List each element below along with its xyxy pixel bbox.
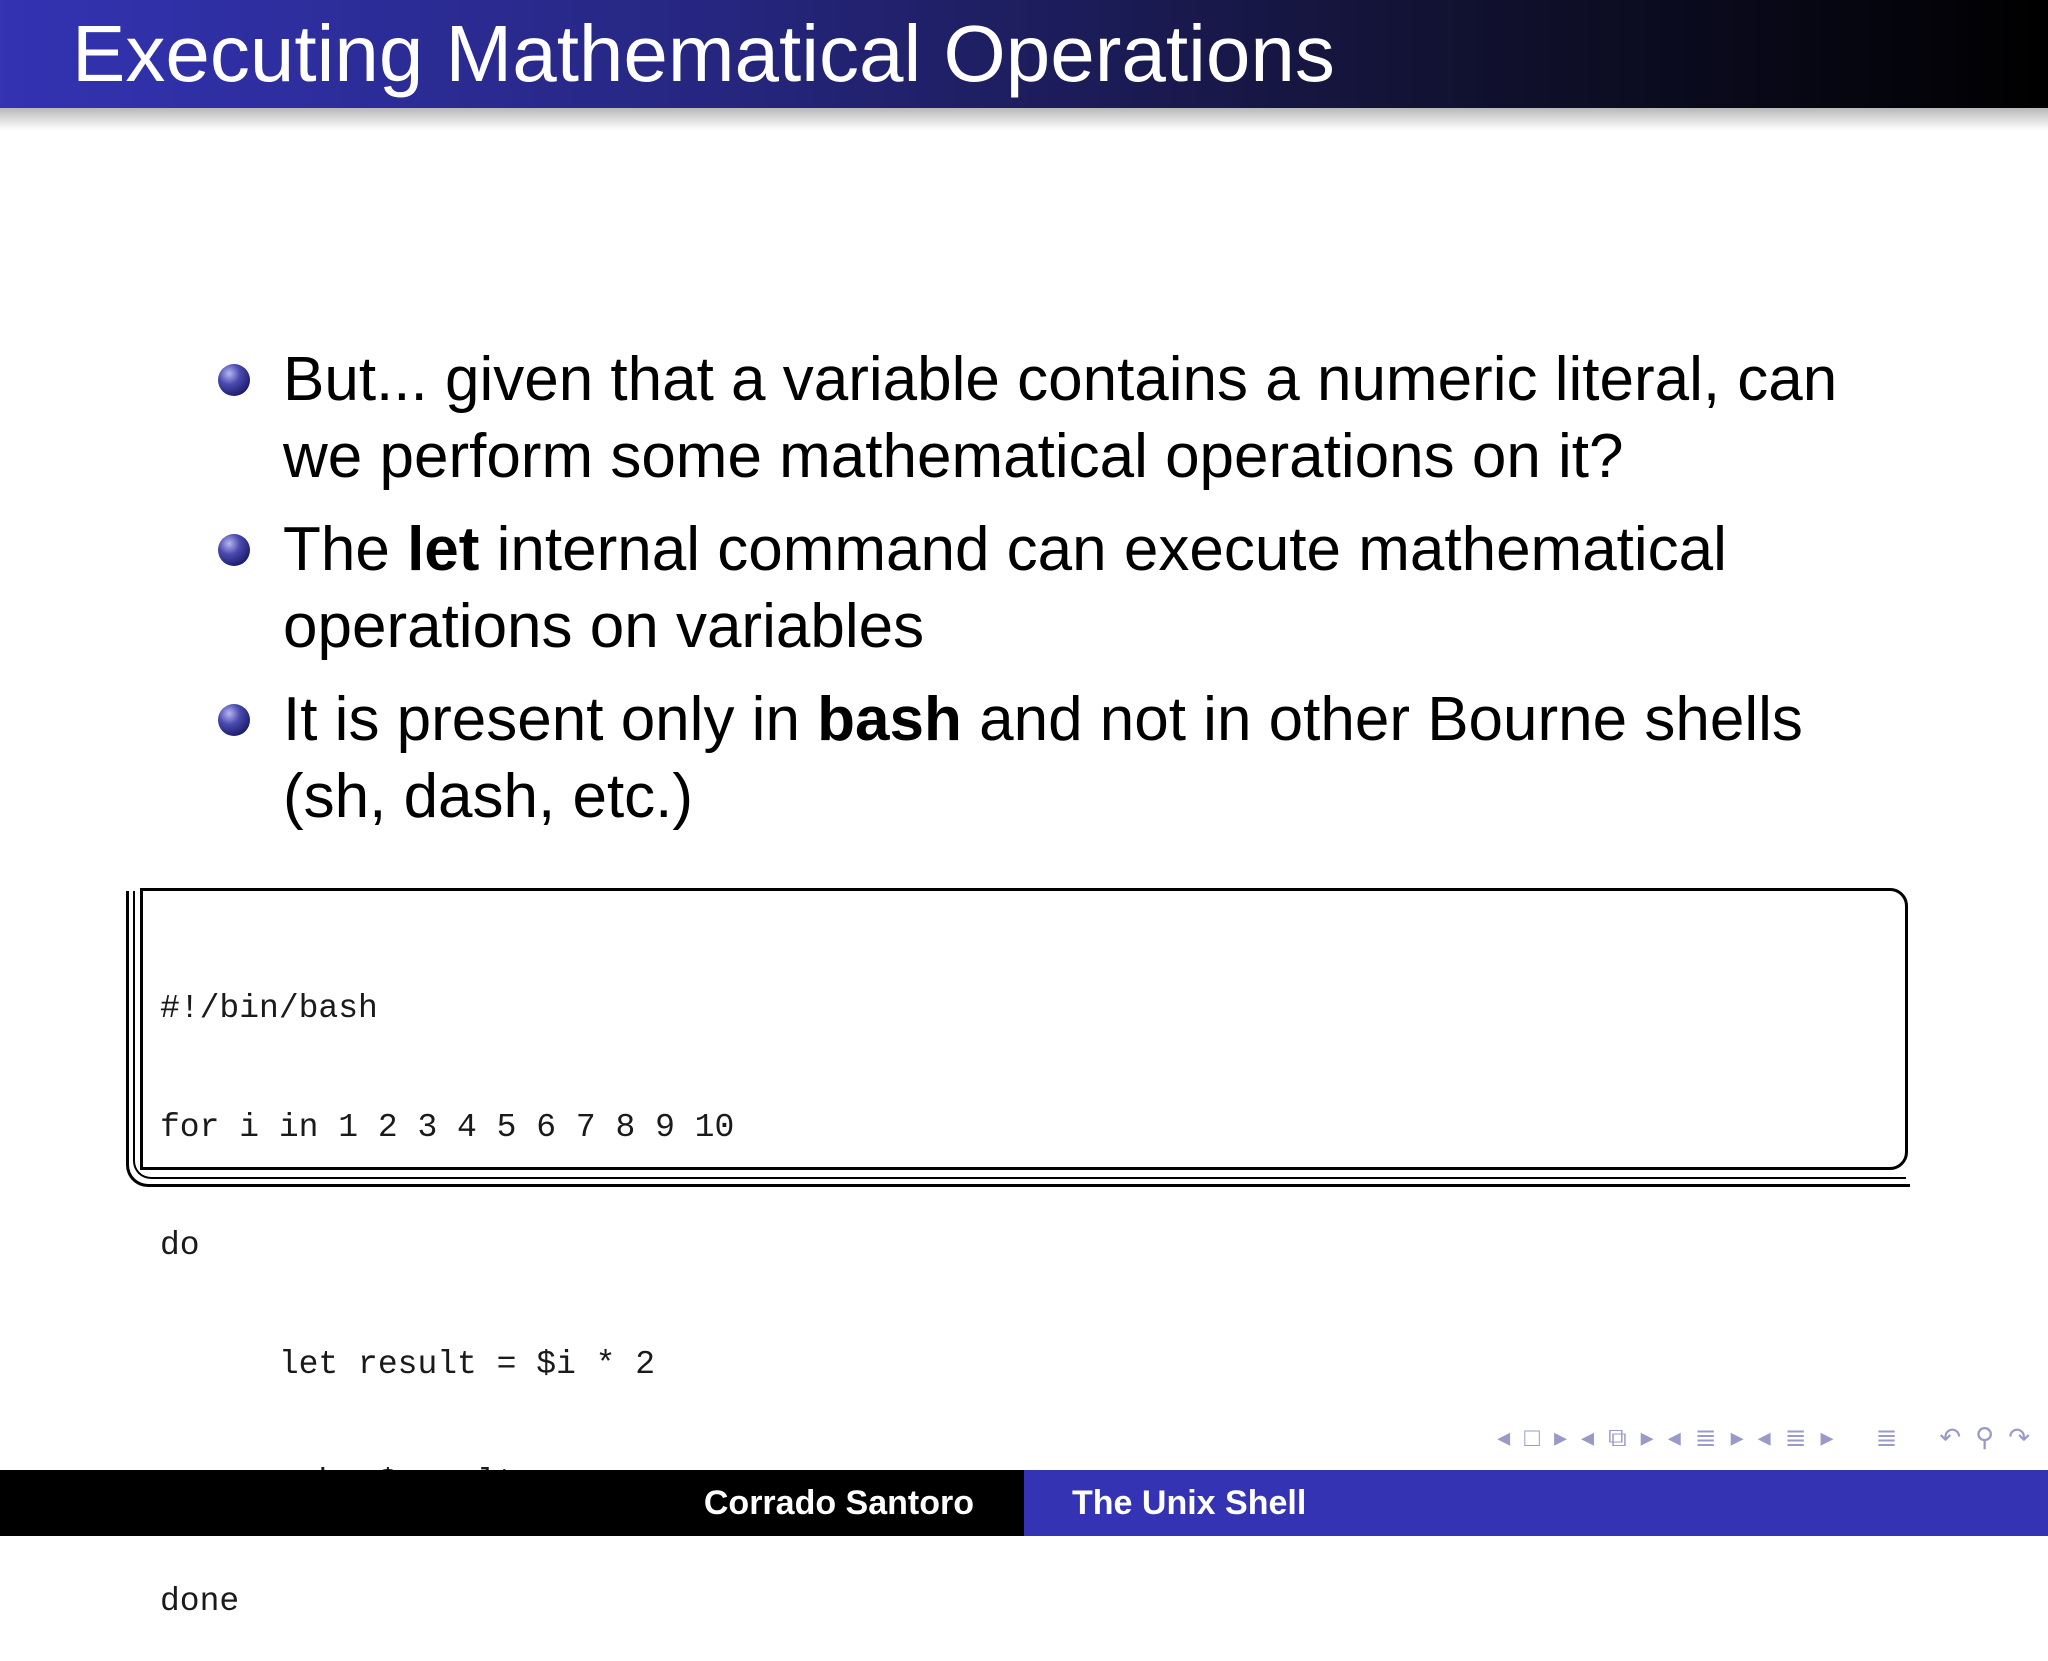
footer-title-panel: [1024, 1470, 2048, 1536]
bullet-1-line-2: we perform some mathematical operations on it?: [283, 422, 1624, 491]
bullet-2-text-pre: The: [283, 515, 408, 584]
nav-section-icon[interactable]: ≣: [1694, 1422, 1717, 1452]
bullet-3-keyword: bash: [817, 685, 962, 754]
footer-course: The Unix Shell: [1072, 1484, 1307, 1522]
nav-undo-icon[interactable]: ↶: [1939, 1422, 1962, 1452]
nav-frame-icon[interactable]: □: [1524, 1422, 1540, 1452]
nav-doc-icon[interactable]: ≣: [1784, 1422, 1807, 1452]
code-listing: [160, 910, 734, 1661]
nav-prev-section-icon[interactable]: ◂: [1667, 1422, 1681, 1452]
bullet-3-text-pre: It is present only in: [283, 685, 818, 754]
nav-next-section-icon[interactable]: ▸: [1730, 1422, 1744, 1452]
bullet-2-line-1: [283, 511, 1727, 588]
nav-redo-icon[interactable]: ↷: [2008, 1422, 2030, 1452]
code-line: for i in 1 2 3 4 5 6 7 8 9 10: [160, 1108, 735, 1146]
bullet-3-line-2: (sh, dash, etc.): [283, 762, 694, 831]
code-line: do: [160, 1227, 200, 1264]
bullet-ball-icon: [218, 534, 250, 566]
nav-search-icon[interactable]: ⚲: [1975, 1422, 1995, 1452]
beamer-navigation: [1497, 1422, 2030, 1454]
slide-title: Executing Mathematical Operations: [72, 9, 1335, 98]
nav-next-icon[interactable]: ▸: [1820, 1422, 1834, 1452]
nav-subsection-icon[interactable]: ⧉: [1608, 1422, 1627, 1452]
footer-author: Corrado Santoro: [703, 1484, 974, 1522]
bullet-2-keyword: let: [407, 515, 480, 584]
footer-author-panel: [0, 1470, 1024, 1536]
nav-prev-subsection-icon[interactable]: ◂: [1581, 1422, 1595, 1452]
code-line: #!/bin/bash: [160, 990, 378, 1027]
code-line: let result = $i * 2: [160, 1345, 656, 1383]
nav-prev-frame-icon[interactable]: ◂: [1497, 1422, 1511, 1452]
bullet-2-text-post: internal command can execute mathematical: [479, 515, 1727, 584]
nav-next-frame-icon[interactable]: ▸: [1553, 1422, 1568, 1452]
code-line: done: [160, 1582, 240, 1620]
bullet-1-line-1: But... given that a variable contains a numeric literal, can: [283, 345, 1838, 414]
nav-next-subsection-icon[interactable]: ▸: [1640, 1422, 1654, 1452]
bullet-3-text-post: and not in other Bourne shells: [961, 685, 1803, 754]
bullet-ball-icon: [218, 704, 250, 736]
nav-align-icon[interactable]: ≣: [1875, 1422, 1898, 1452]
bullet-ball-icon: [218, 364, 250, 396]
bullet-2-line-2: operations on variables: [283, 592, 925, 661]
nav-prev-icon[interactable]: ◂: [1757, 1422, 1771, 1452]
title-bar: [0, 0, 2048, 108]
title-bar-shadow: [0, 108, 2048, 130]
bullet-3-line-1: [283, 681, 1803, 758]
